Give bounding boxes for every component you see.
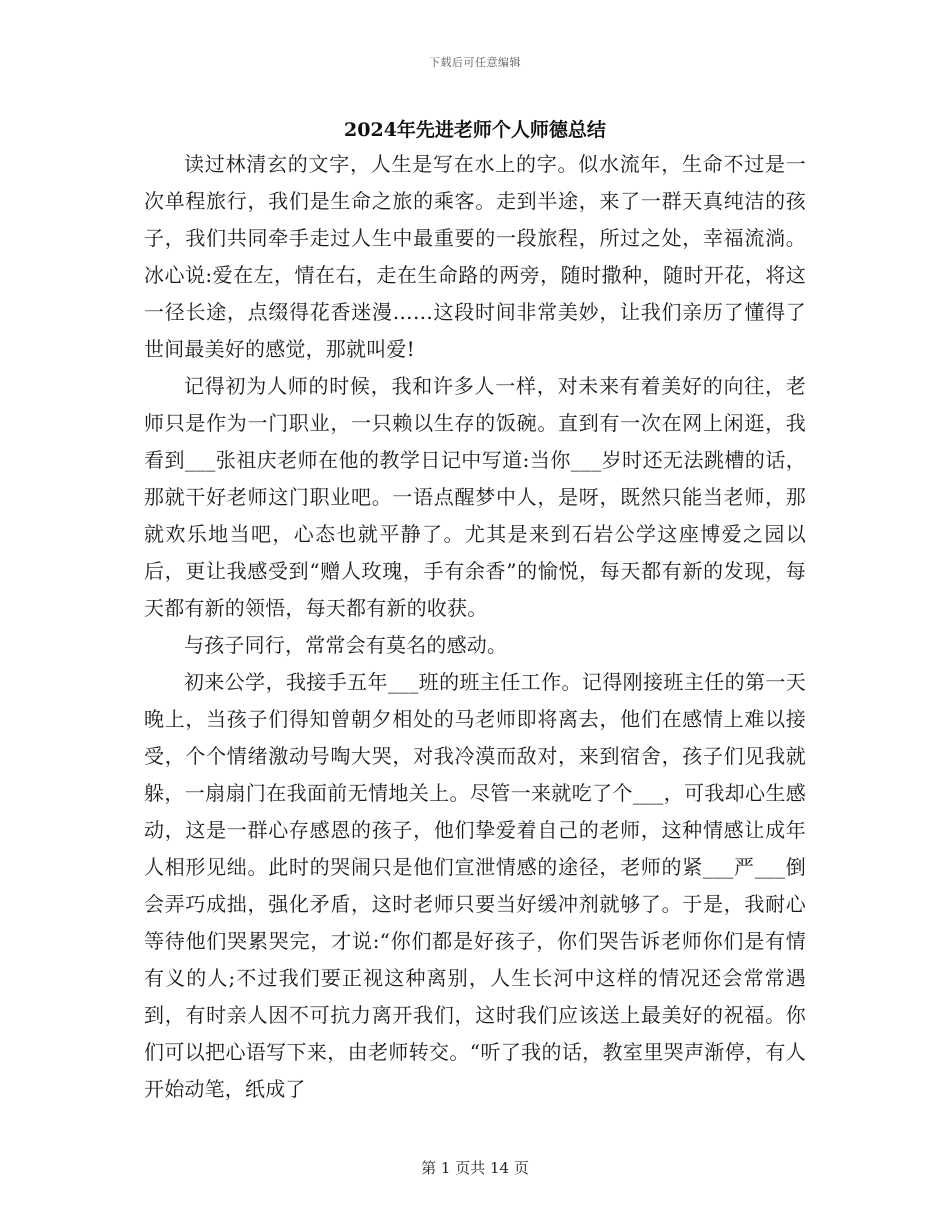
paragraph: 初来公学，我接手五年___班的班主任工作。记得刚接班主任的第一天晚上，当孩子们得知曾朝夕相处的马老师即将离去，他们在感情上难以接受，个个情绪激动号啕大哭，对我冷漠而敌对，来到宿舍，孩子们见我就躲，一扇扇门在我面前无情地关上。尽管一来就吃了个___，可我却心生感动，这是一群心存感恩的孩子，他们挚爱着自己的老师，这种情感让成年人相形见绌。此时的哭闹只是他们宣泄情感的途径，老师的紧___严___倒会弄巧成拙，强化矛盾，这时老师只要当好缓冲剂就够了。于是，我耐心等待他们哭累哭完，才说:“你们都是好孩子，你们哭告诉老师你们是有情有义的人;不过我们要正视这种离别，人生长河中这样的情况还会常常遇到，有时亲人因不可抗力离开我们，这时我们应该送上最美好的祝福。你们可以把心语写下来，由老师转交。“听了我的话，教室里哭声渐停，有人开始动笔，纸成了 bbox=[144, 670, 806, 1101]
page-number-footer: 第 1 页共 14 页 bbox=[421, 1159, 529, 1177]
paragraph: 与孩子同行，常常会有莫名的感动。 bbox=[184, 633, 508, 657]
header-note: 下载后可任意编辑 bbox=[429, 56, 521, 69]
paragraph: 读过林清玄的文字，人生是写在水上的字。似水流年，生命不过是一次单程旅行，我们是生命之旅的乘客。走到半途，来了一群天真纯洁的孩子，我们共同牵手走过人生中最重要的一段旅程，所过之处，幸福流淌。冰心说:爱在左，情在右，走在生命路的两旁，随时撒种，随时开花，将这一径长途，点缀得花香迷漫……这段时间非常美妙，让我们亲历了懂得了世间最美好的感觉，那就叫爱! bbox=[144, 152, 806, 361]
document-body bbox=[144, 146, 806, 1108]
paragraph: 记得初为人师的时候，我和许多人一样，对未来有着美好的向往，老师只是作为一门职业，一只赖以生存的饭碗。直到有一次在网上闲逛，我看到___张祖庆老师在他的教学日记中写道:当你___岁时还无法跳槽的话，那就干好老师这门职业吧。一语点醒梦中人，是呀，既然只能当老师，那就欢乐地当吧，心态也就平静了。尤其是来到石岩公学这座博爱之园以后，更让我感受到“赠人玫瑰，手有余香”的愉悦，每天都有新的发现，每天都有新的领悟，每天都有新的收获。 bbox=[144, 374, 806, 620]
document-title: 2024年先进老师个人师德总结 bbox=[344, 119, 606, 141]
